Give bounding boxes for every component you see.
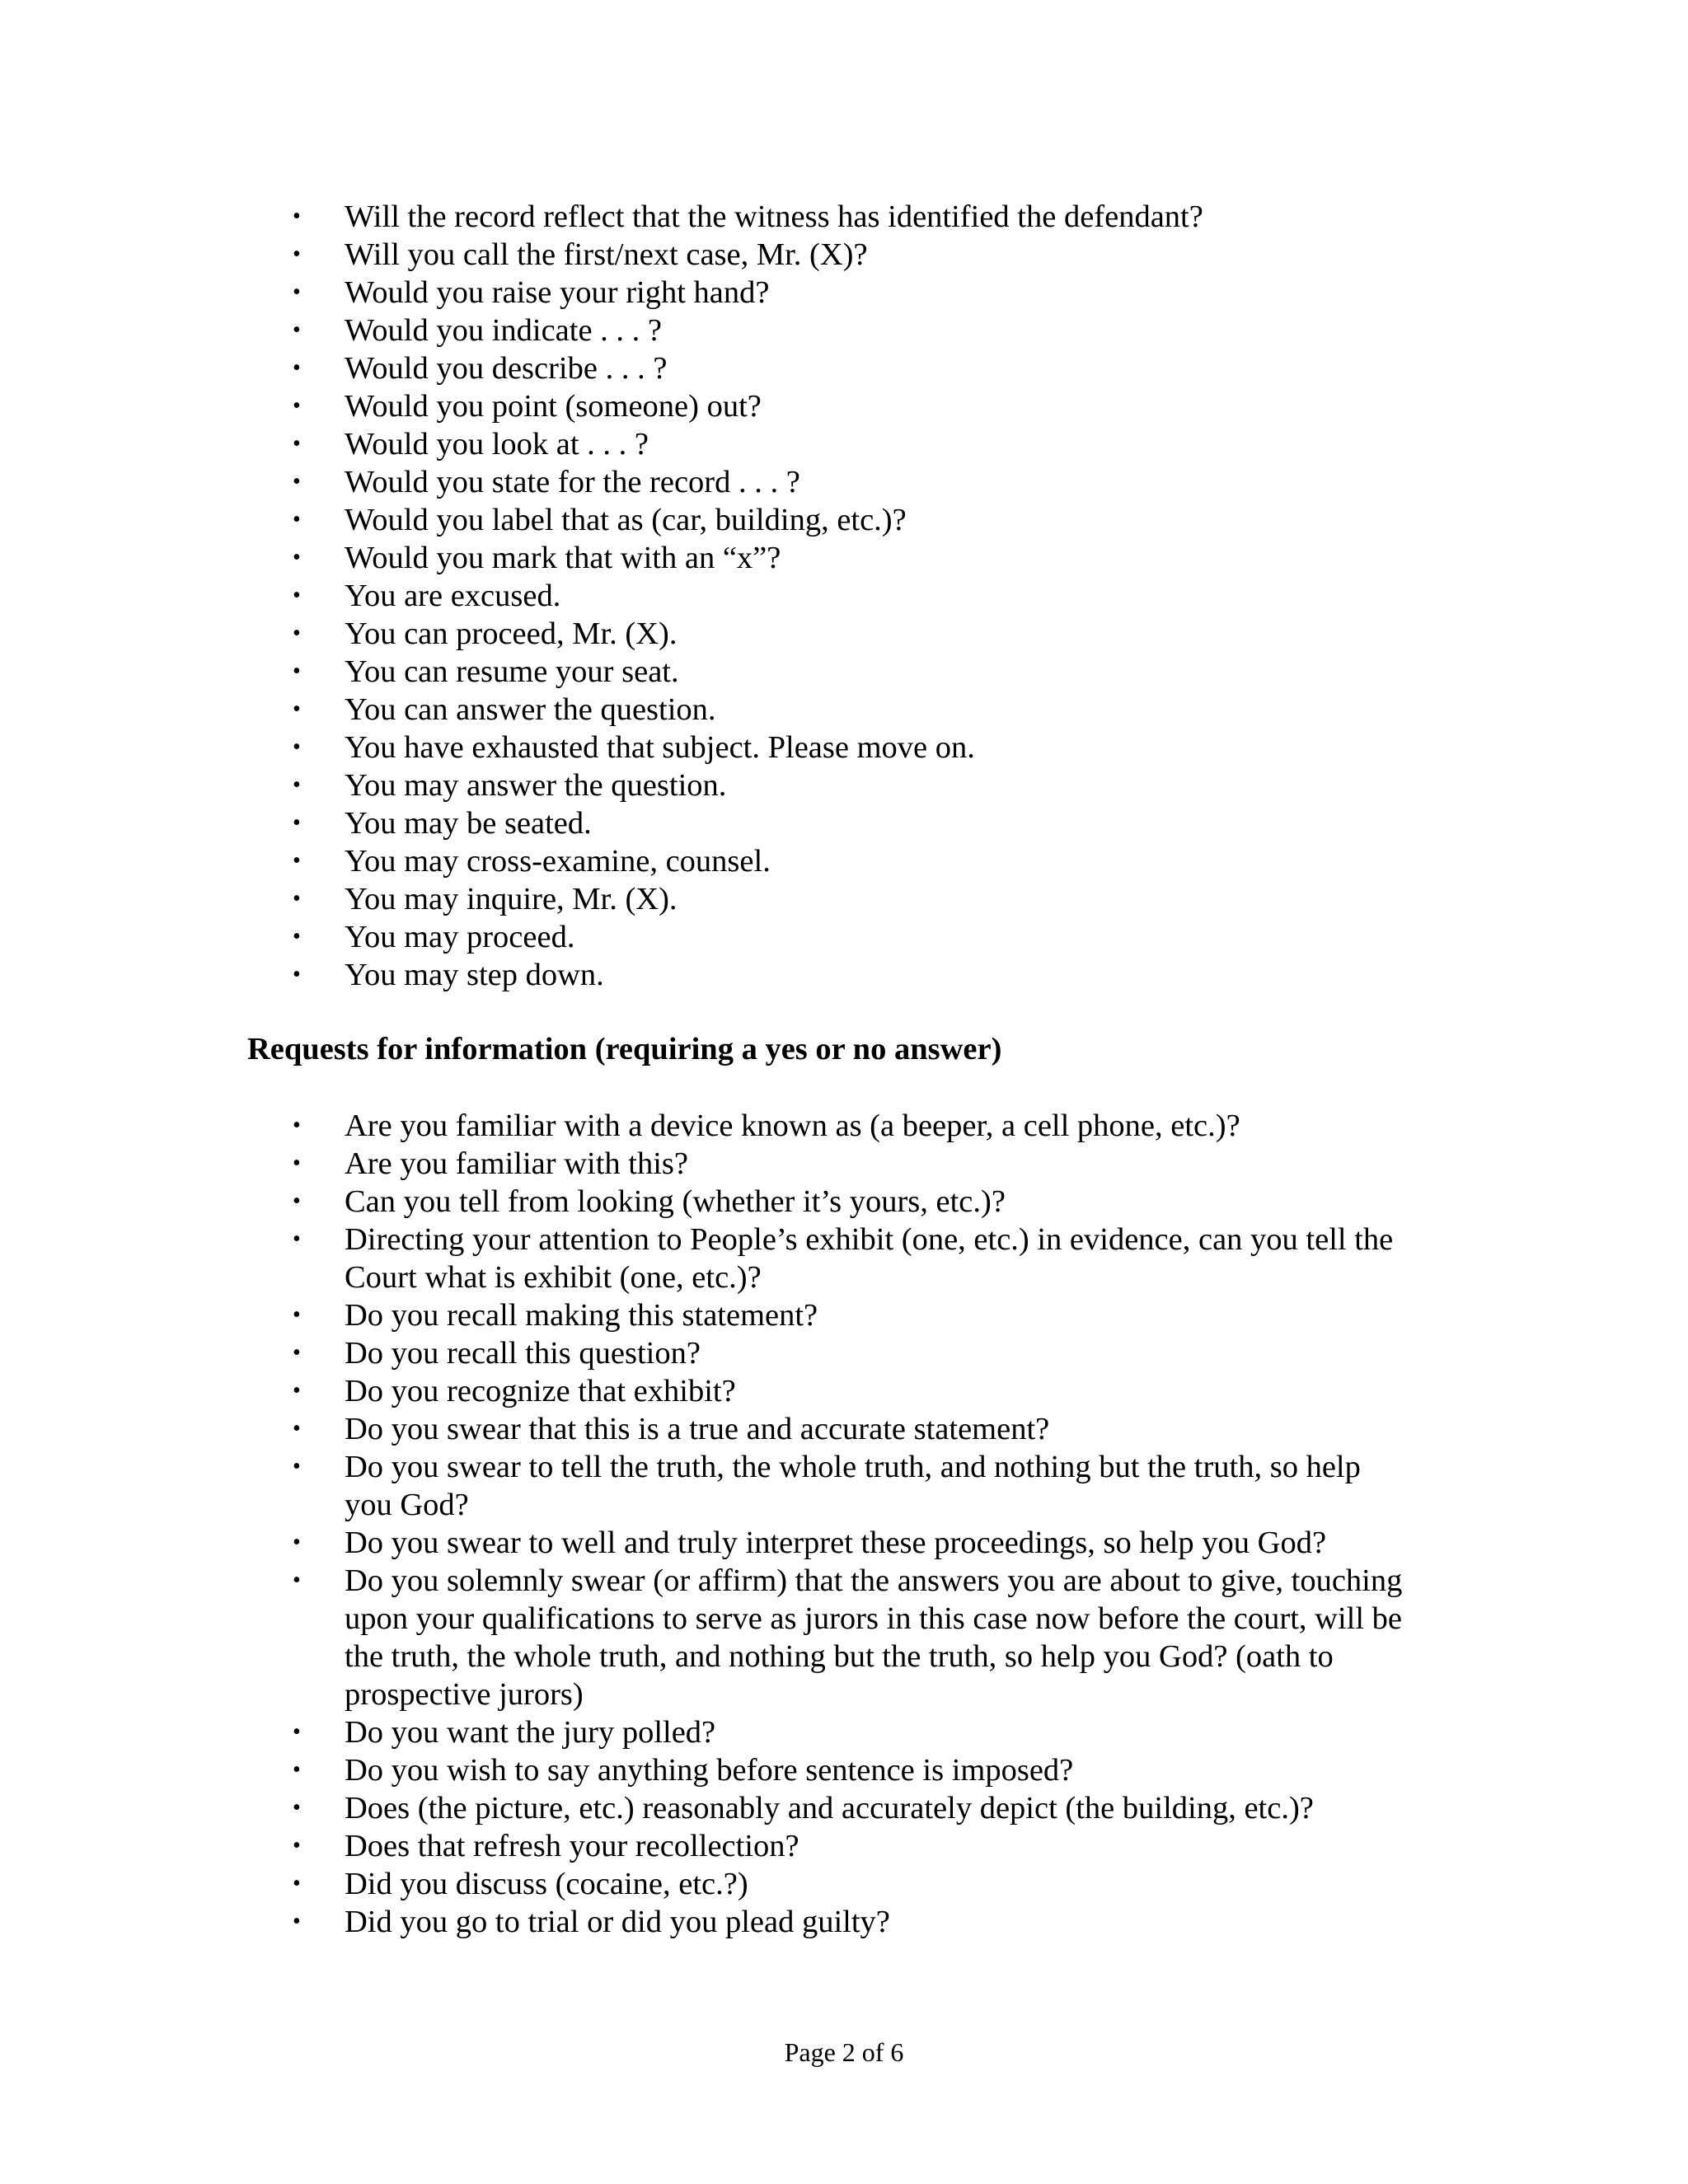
page-number: Page 2 of 6 <box>784 2037 904 2067</box>
list-item: • Do you solemnly swear (or affirm) that the answers you are about to give, touching upon your qualifications to serve as jurors in this case now before the court, will be the truth, the whole truth, and nothing but the truth, so help you God? (oath to prospective jurors) <box>293 1562 1414 1713</box>
list-item: • Do you recognize that exhibit? <box>293 1372 1414 1410</box>
list-item: • Would you state for the record . . . ? <box>293 463 1414 501</box>
list-item: • Do you swear to well and truly interpret these proceedings, so help you God? <box>293 1524 1414 1562</box>
list-item: • Will you call the first/next case, Mr. (X)? <box>293 236 1414 274</box>
list-item: • Are you familiar with this? <box>293 1145 1414 1183</box>
list-item: • Would you mark that with an “x”? <box>293 539 1414 577</box>
list-item: • Would you label that as (car, building, etc.)? <box>293 501 1414 539</box>
list-item: • Would you indicate . . . ? <box>293 312 1414 349</box>
list-item: • You can resume your seat. <box>293 653 1414 691</box>
list-item: • You may step down. <box>293 956 1414 994</box>
list-item: • Would you raise your right hand? <box>293 274 1414 312</box>
list-item: • You may answer the question. <box>293 766 1414 804</box>
list-item: • Are you familiar with a device known as (a beeper, a cell phone, etc.)? <box>293 1107 1414 1145</box>
requests-for-information-list <box>293 1107 1414 1941</box>
list-item: • You can answer the question. <box>293 691 1414 729</box>
list-item: • You may cross-examine, counsel. <box>293 842 1414 880</box>
list-item: • Does that refresh your recollection? <box>293 1827 1414 1865</box>
list-item: • Would you look at . . . ? <box>293 425 1414 463</box>
list-item: • You may be seated. <box>293 804 1414 842</box>
list-item: • You may proceed. <box>293 918 1414 956</box>
list-item: • Would you describe . . . ? <box>293 349 1414 387</box>
list-item: • You are excused. <box>293 577 1414 615</box>
list-item: • Does (the picture, etc.) reasonably and accurately depict (the building, etc.)? <box>293 1789 1414 1827</box>
list-item: • Would you point (someone) out? <box>293 387 1414 425</box>
list-item: • Can you tell from looking (whether it’s yours, etc.)? <box>293 1183 1414 1221</box>
list-item: • Do you wish to say anything before sentence is imposed? <box>293 1751 1414 1789</box>
section-heading: Requests for information (requiring a yes or no answer) <box>247 1032 1002 1066</box>
list-item: • Directing your attention to People’s exhibit (one, etc.) in evidence, can you tell the Court what is exhibit (one, etc.)? <box>293 1221 1414 1296</box>
list-item: • You have exhausted that subject. Please move on. <box>293 729 1414 766</box>
list-item: • Did you discuss (cocaine, etc.?) <box>293 1865 1414 1903</box>
court-phrases-list <box>293 198 1414 994</box>
list-item: • Will the record reflect that the witness has identified the defendant? <box>293 198 1414 236</box>
list-item: • Do you swear that this is a true and accurate statement? <box>293 1410 1414 1448</box>
list-item: • Do you recall making this statement? <box>293 1296 1414 1334</box>
list-item: • You may inquire, Mr. (X). <box>293 880 1414 918</box>
list-item: • You can proceed, Mr. (X). <box>293 615 1414 653</box>
list-item: • Do you recall this question? <box>293 1334 1414 1372</box>
list-item: • Did you go to trial or did you plead guilty? <box>293 1903 1414 1941</box>
list-item: • Do you swear to tell the truth, the whole truth, and nothing but the truth, so help you God? <box>293 1448 1414 1524</box>
list-item: • Do you want the jury polled? <box>293 1713 1414 1751</box>
